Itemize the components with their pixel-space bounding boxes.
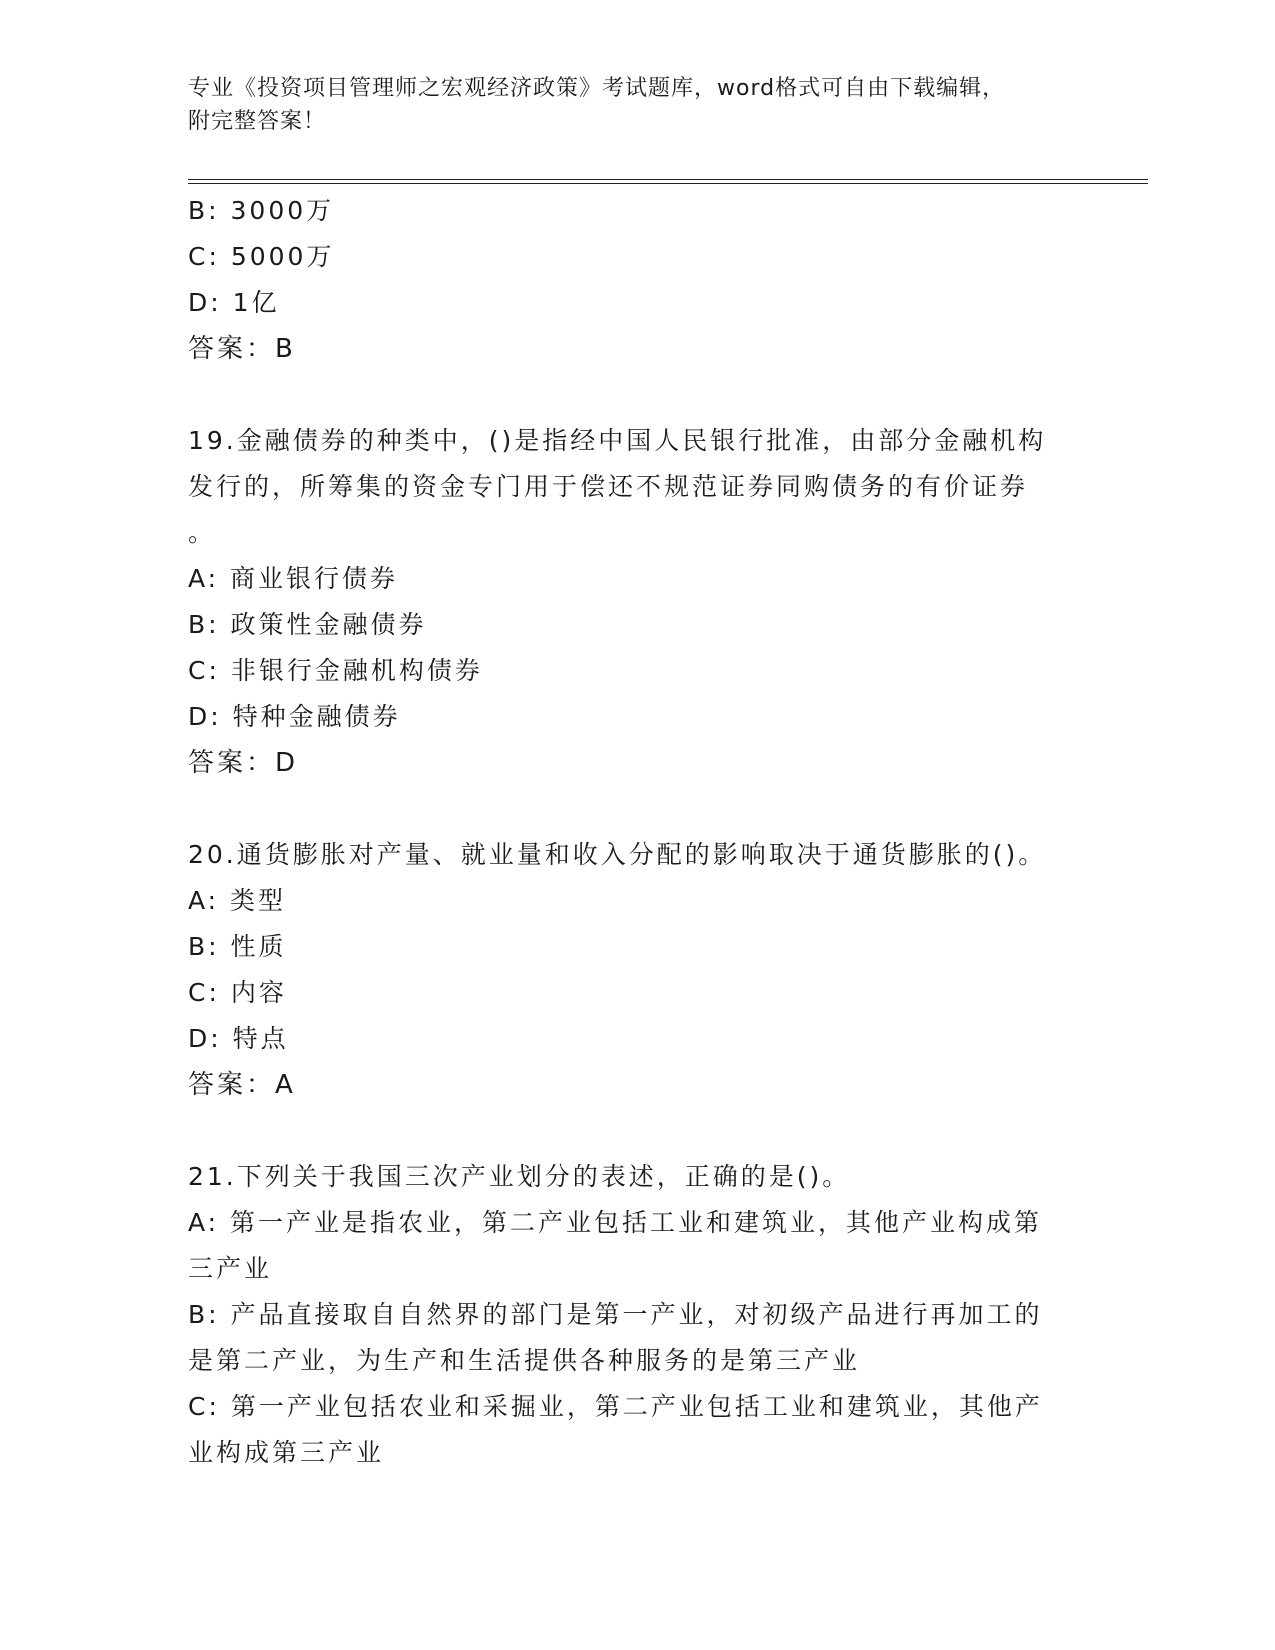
answer-line: 答案：B bbox=[188, 334, 296, 364]
option-d: D: 1亿 bbox=[188, 288, 280, 317]
option-a-continued: 三产业 bbox=[188, 1254, 273, 1283]
header-rule-bottom bbox=[188, 183, 1148, 184]
question-21 bbox=[188, 1154, 1078, 1476]
option-a: A: 类型 bbox=[188, 886, 287, 915]
question-text-line: 发行的，所筹集的资金专门用于偿还不规范证券同购债务的有价证券 bbox=[188, 472, 1029, 501]
option-c: C: 第一产业包括农业和采掘业，第二产业包括工业和建筑业，其他产 bbox=[188, 1392, 1043, 1421]
question-text-line: 19.金融债券的种类中，()是指经中国人民银行批准，由部分金融机构 bbox=[188, 426, 1047, 455]
question-text-line: 。 bbox=[188, 518, 217, 547]
option-b: B: 3000万 bbox=[188, 196, 335, 225]
option-c: C: 内容 bbox=[188, 978, 287, 1007]
option-c: C: 5000万 bbox=[188, 242, 335, 271]
answer-line: 答案：A bbox=[188, 1070, 296, 1100]
option-a: A: 商业银行债券 bbox=[188, 564, 399, 593]
answer-line: 答案：D bbox=[188, 748, 299, 778]
question-list bbox=[188, 188, 1078, 1476]
question-19 bbox=[188, 418, 1078, 786]
header-line-2: 附完整答案！ bbox=[188, 109, 327, 134]
question-text-line: 20.通货膨胀对产量、就业量和收入分配的影响取决于通货膨胀的()。 bbox=[188, 840, 1047, 869]
question-20 bbox=[188, 832, 1078, 1108]
option-c-continued: 业构成第三产业 bbox=[188, 1438, 385, 1467]
prev-question-block bbox=[188, 188, 1078, 372]
spacer bbox=[188, 372, 1078, 418]
option-b-continued: 是第二产业，为生产和生活提供各种服务的是第三产业 bbox=[188, 1346, 861, 1375]
spacer bbox=[188, 1108, 1078, 1154]
page-header bbox=[188, 72, 1088, 138]
option-b: B: 性质 bbox=[188, 932, 287, 961]
option-c: C: 非银行金融机构债券 bbox=[188, 656, 483, 685]
option-b: B: 产品直接取自自然界的部门是第一产业，对初级产品进行再加工的 bbox=[188, 1300, 1043, 1329]
header-line-1: 专业《投资项目管理师之宏观经济政策》考试题库，word格式可自由下载编辑， bbox=[188, 76, 1006, 101]
option-d: D: 特种金融债券 bbox=[188, 702, 401, 731]
header-rule-top bbox=[188, 179, 1148, 180]
option-d: D: 特点 bbox=[188, 1024, 289, 1053]
option-a: A: 第一产业是指农业，第二产业包括工业和建筑业，其他产业构成第 bbox=[188, 1208, 1043, 1237]
spacer bbox=[188, 786, 1078, 832]
question-text-line: 21.下列关于我国三次产业划分的表述，正确的是()。 bbox=[188, 1162, 851, 1191]
option-b: B: 政策性金融债券 bbox=[188, 610, 427, 639]
